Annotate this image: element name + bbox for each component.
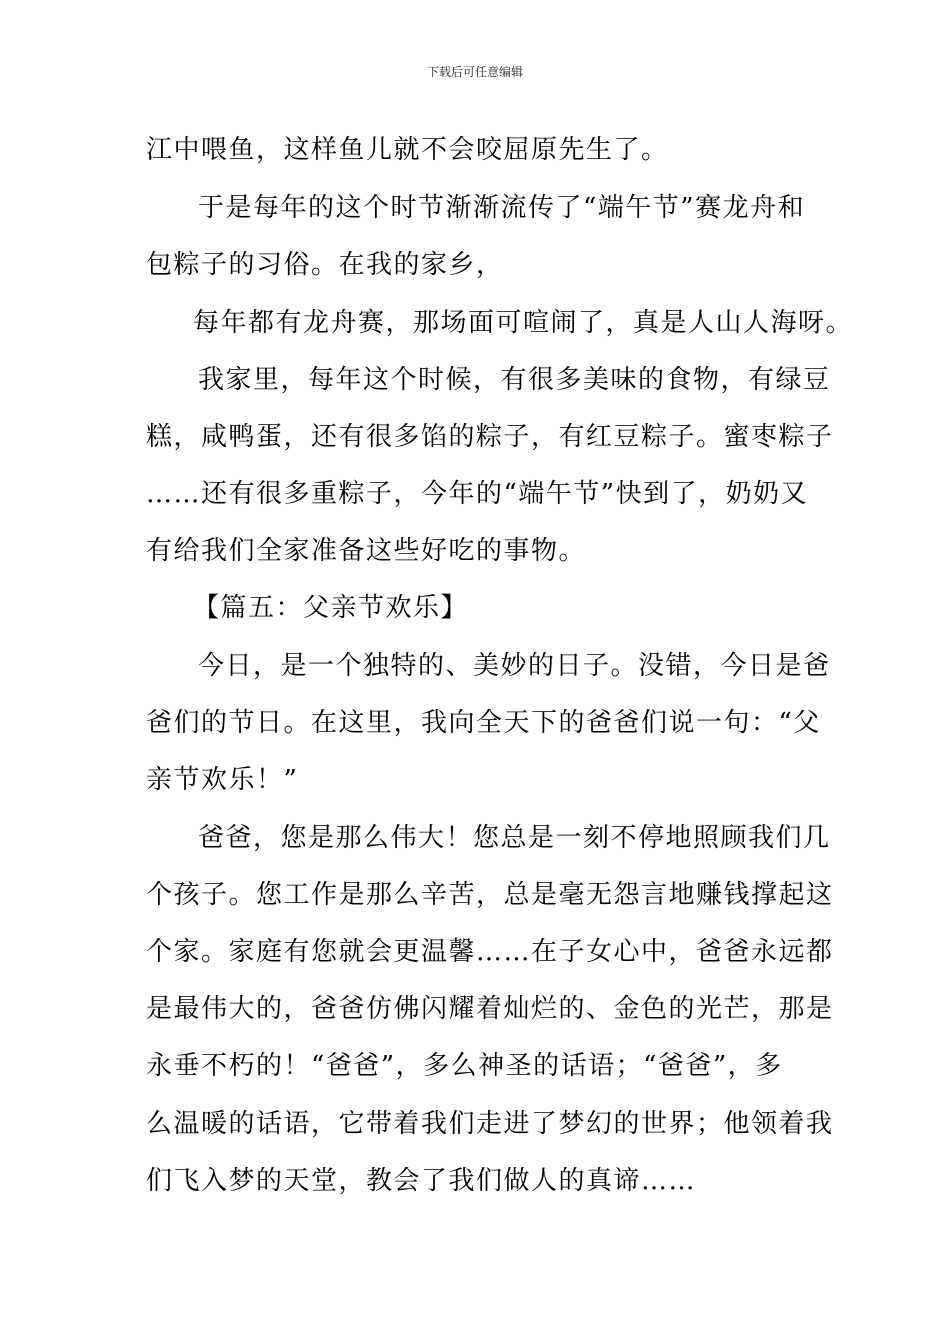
text-line: 糕，咸鸭蛋，还有很多馅的粽子，有红豆粽子。蜜枣粽子	[146, 422, 834, 452]
text-line: 江中喂鱼，这样鱼儿就不会咬屈原先生了。	[146, 135, 669, 165]
section-heading: 【篇五：父亲节欢乐】	[193, 593, 469, 623]
text-line: 每年都有龙舟赛，那场面可喧闹了，真是人山人海呀。	[193, 308, 854, 338]
text-line: 今日，是一个独特的、美妙的日子。没错，今日是爸	[198, 651, 831, 681]
text-line: 个家。家庭有您就会更温馨……在子女心中，爸爸永远都	[146, 937, 834, 967]
text-line: 永垂不朽的！“爸爸”，多么神圣的话语；“爸爸”，多	[146, 1051, 783, 1081]
text-line: 于是每年的这个时节渐渐流传了“端午节”赛龙舟和	[198, 193, 806, 223]
text-line: 么温暖的话语，它带着我们走进了梦幻的世界；他领着我	[146, 1109, 834, 1139]
text-line: 亲节欢乐！”	[146, 765, 299, 795]
text-line: 们飞入梦的天堂，教会了我们做人的真谛……	[146, 1166, 697, 1196]
page-header: 下载后可任意编辑	[426, 65, 523, 79]
text-line: ……还有很多重粽子，今年的“端午节”快到了，奶奶又	[146, 479, 809, 509]
text-line: 个孩子。您工作是那么辛苦，总是毫无怨言地赚钱撑起这	[146, 880, 834, 910]
text-line: 有给我们全家准备这些好吃的事物。	[146, 536, 587, 566]
text-line: 爸爸，您是那么伟大！您总是一刻不停地照顾我们几	[198, 823, 831, 853]
text-line: 是最伟大的，爸爸仿佛闪耀着灿烂的、金色的光芒，那是	[146, 994, 834, 1024]
text-line: 爸们的节日。在这里，我向全天下的爸爸们说一句：“父	[146, 708, 821, 738]
text-line: 我家里，每年这个时候，有很多美味的食物，有绿豆	[198, 365, 831, 395]
text-line: 包粽子的习俗。在我的家乡，	[146, 250, 504, 280]
